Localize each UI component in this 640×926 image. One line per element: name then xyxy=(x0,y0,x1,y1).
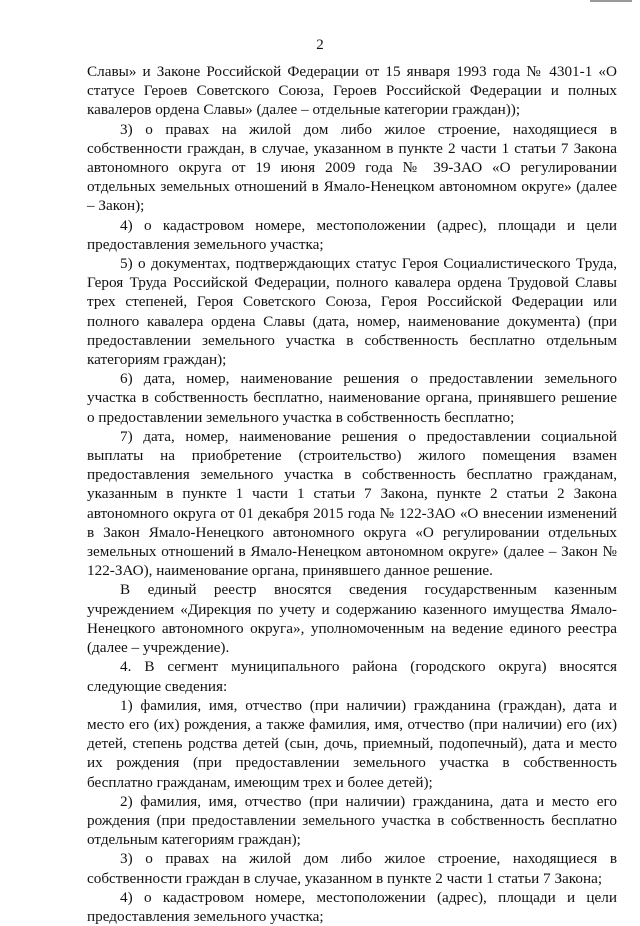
paragraph-item-7-social-payment: 7) дата, номер, наименование решения о предоставлении социальной выплаты на приобретение (строительство) жилого помещения взамен предоставления земельного участка в собственность бесплатно гражданам, указанным в пункте 1 части 1 статьи 7 Закона, пункте 2 статьи 2 Закона автономного округа от 01 декабря 2015 года № 122-ЗАО «О внесении изменений в Закон Ямало-Ненецкого автономного округа «О регулировании отдельных земельных отношений в Ямало-Ненецком автономном округе» (далее – Закон № 122-ЗАО), наименование органа, принявшего данное решение. xyxy=(87,427,617,580)
paragraph-registry-maintainer: В единый реестр вносятся сведения государственным казенным учреждением «Дирекция по учету и содержанию казенного имущества Ямало-Ненецкого автономного округа», уполномоченным на ведение единого реестра (далее – учреждение). xyxy=(87,581,617,657)
paragraph-item-5-documents: 5) о документах, подтверждающих статус Героя Социалистического Труда, Героя Труда Российской Федерации, полного кавалера ордена Трудовой Славы трех степеней, Героя Советского Союза, Героя Российской Федерации или полного кавалера ордена Славы (дата, номер, наименование документа) (при предоставлении земельного участка в собственность бесплатно отдельным категориям граждан); xyxy=(87,255,617,369)
paragraph-segment-item-1: 1) фамилия, имя, отчество (при наличии) гражданина (граждан), дата и место его (их) рождения, а также фамилия, имя, отчество (при наличии) его (их) детей, степень родства детей (сын, дочь, приемный, подопечный), дата и место их рождения (при предоставлении земельного участка в собственность бесплатно гражданам, имеющим трех и более детей); xyxy=(87,696,617,791)
scan-edge-mark xyxy=(590,0,632,2)
paragraph-item-6-decision: 6) дата, номер, наименование решения о предоставлении земельного участка в собственность бесплатно, наименование органа, принявшего решение о предоставлении земельного участка в собственность бесплатно; xyxy=(87,370,617,426)
page-number: 2 xyxy=(316,37,324,53)
document-body xyxy=(87,62,617,926)
paragraph-section-4-heading: 4. В сегмент муниципального района (городского округа) вносятся следующие сведения: xyxy=(87,658,617,695)
paragraph-segment-item-2: 2) фамилия, имя, отчество (при наличии) гражданина, дата и место его рождения (при предоставлении земельного участка в собственность бесплатно отдельным категориям граждан); xyxy=(87,792,617,849)
paragraph-segment-item-3: 3) о правах на жилой дом либо жилое строение, находящиеся в собственности граждан в случае, указанном в пункте 2 части 1 статьи 7 Закона; xyxy=(87,850,617,887)
paragraph-continuation: Славы» и Законе Российской Федерации от 15 января 1993 года № 4301-1 «О статусе Героев Советского Союза, Героев Российской Федерации и полных кавалеров ордена Славы» (далее – отдельные категории граждан)); xyxy=(87,63,617,119)
paragraph-item-3-rights: 3) о правах на жилой дом либо жилое строение, находящиеся в собственности граждан, в случае, указанном в пункте 2 части 1 статьи 7 Закона автономного округа от 19 июня 2009 года № 39-ЗАО «О регулировании отдельных земельных отношений в Ямало-Ненецком автономном округе» (далее – Закон); xyxy=(87,120,617,215)
paragraph-segment-item-4: 4) о кадастровом номере, местоположении (адрес), площади и цели предоставления земельного участка; xyxy=(87,888,617,925)
paragraph-item-4-cadastral: 4) о кадастровом номере, местоположении (адрес), площади и цели предоставления земельного участка; xyxy=(87,216,617,253)
